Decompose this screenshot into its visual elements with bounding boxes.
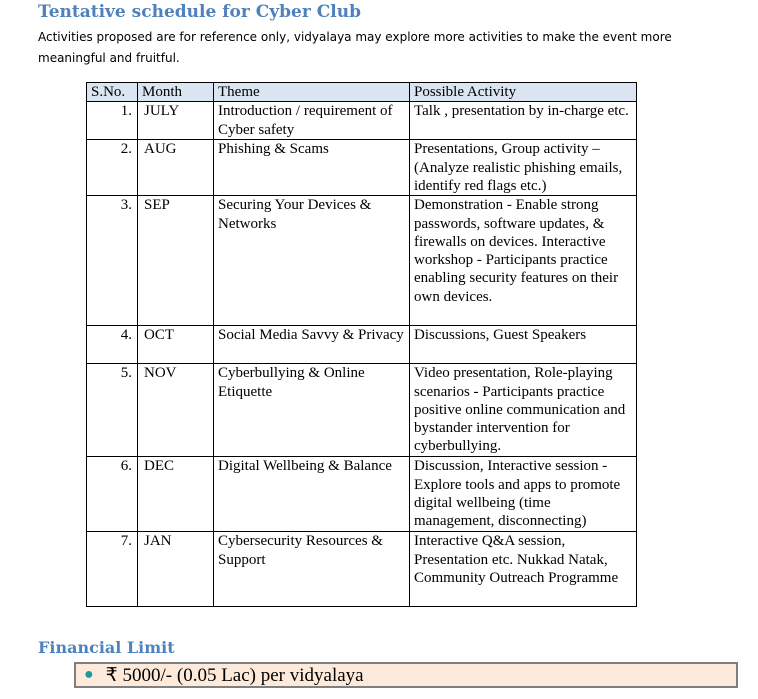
row-sno: 5. (87, 364, 138, 457)
row-sno: 1. (87, 102, 138, 140)
header-theme: Theme (214, 83, 410, 102)
row-activity: Discussion, Interactive session - Explore tools and apps to promote digital wellbeing (time management, disconnecting) (410, 457, 637, 532)
row-month: JAN (138, 532, 214, 607)
row-theme: Digital Wellbeing & Balance (214, 457, 410, 532)
row-theme: Cybersecurity Resources & Support (214, 532, 410, 607)
header-activity: Possible Activity (410, 83, 637, 102)
header-month: Month (138, 83, 214, 102)
intro-text: Activities proposed are for reference only, vidyalaya may explore more activities to make the event more meaningful and fruitful. (38, 30, 672, 65)
table-row (87, 457, 637, 532)
table-row (87, 102, 637, 140)
row-theme: Cyberbullying & Online Etiquette (214, 364, 410, 457)
row-month: NOV (138, 364, 214, 457)
row-activity: Talk , presentation by in-charge etc. (410, 102, 637, 140)
row-sno: 3. (87, 196, 138, 326)
header-sno: S.No. (87, 83, 138, 102)
table-row (87, 532, 637, 607)
row-sno: 4. (87, 326, 138, 364)
table-header-row (87, 83, 637, 102)
row-activity: Presentations, Group activity – (Analyze realistic phishing emails, identify red flags etc.) (410, 140, 637, 196)
row-theme: Phishing & Scams (214, 140, 410, 196)
row-sno: 6. (87, 457, 138, 532)
financial-limit-box (74, 662, 738, 688)
row-activity: Video presentation, Role-playing scenarios - Participants practice positive online communication and bystander intervention for cyberbullying. (410, 364, 637, 457)
row-month: OCT (138, 326, 214, 364)
row-month: SEP (138, 196, 214, 326)
table-row (87, 326, 637, 364)
row-month: DEC (138, 457, 214, 532)
financial-limit-amount: ₹ 5000/- (0.05 Lac) per vidyalaya (105, 664, 364, 686)
row-theme: Social Media Savvy & Privacy (214, 326, 410, 364)
financial-limit-heading: Financial Limit (38, 638, 175, 657)
row-theme: Securing Your Devices & Networks (214, 196, 410, 326)
row-sno: 2. (87, 140, 138, 196)
bullet-icon: ● (84, 666, 94, 683)
row-month: JULY (138, 102, 214, 140)
schedule-table (86, 82, 637, 607)
table-row (87, 140, 637, 196)
row-theme: Introduction / requirement of Cyber safety (214, 102, 410, 140)
row-activity: Discussions, Guest Speakers (410, 326, 637, 364)
table-row (87, 196, 637, 326)
table-row (87, 364, 637, 457)
page-title: Tentative schedule for Cyber Club (38, 2, 361, 22)
row-sno: 7. (87, 532, 138, 607)
row-activity: Interactive Q&A session, Presentation etc. Nukkad Natak, Community Outreach Programme (410, 532, 637, 607)
row-month: AUG (138, 140, 214, 196)
row-activity: Demonstration - Enable strong passwords, software updates, & firewalls on devices. Interactive workshop - Participants practice enabling security features on their own devices. (410, 196, 637, 326)
